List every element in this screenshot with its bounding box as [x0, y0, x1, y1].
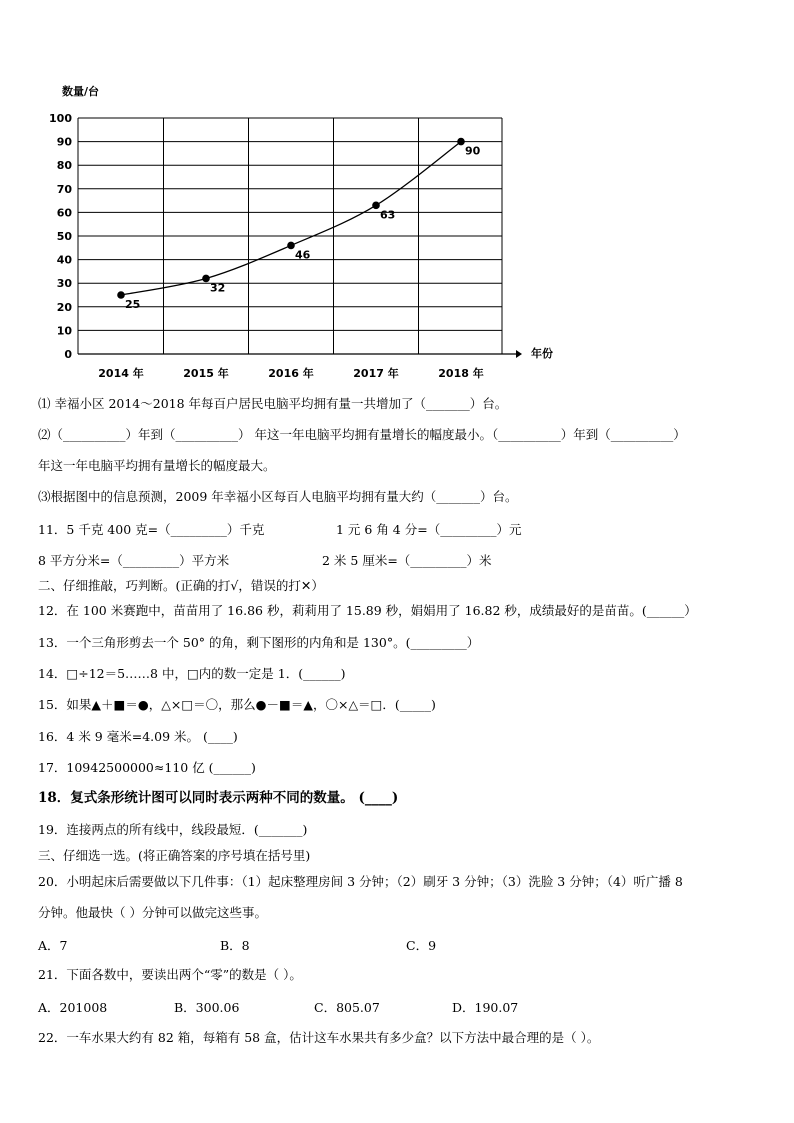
x-tick-label: 2018 年: [438, 367, 484, 380]
x-tick-label: 2014 年: [98, 367, 144, 380]
question-10-2-line2: 年这一年电脑平均拥有量增长的幅度最大。: [38, 458, 276, 473]
question-21-option-c: C．805.07: [314, 1000, 380, 1015]
question-11-b: 1 元 6 角 4 分=（_________）元: [336, 522, 522, 537]
question-12: 12．在 100 米赛跑中，苗苗用了 16.86 秒，莉莉用了 15.89 秒，娟娟用了 16.82 秒，成绩最好的是苗苗。(______）: [38, 603, 697, 618]
question-15: 15．如果▲＋■＝●，△×□＝〇，那么●－■＝▲，〇×△＝□．(_____): [38, 697, 436, 712]
question-10-1: ⑴ 幸福小区 2014～2018 年每百户居民电脑平均拥有量一共增加了（_______）台。: [38, 396, 508, 411]
question-16: 16．4 米 9 毫米=4.09 米。 (____): [38, 729, 238, 744]
y-tick-label: 70: [56, 182, 72, 196]
data-point: [202, 275, 210, 283]
question-13: 13．一个三角形剪去一个 50° 的角，剩下图形的内角和是 130°。(_________）: [38, 635, 480, 650]
question-11-c: 8 平方分米=（_________）平方米: [38, 553, 230, 568]
data-point: [117, 291, 125, 299]
question-18: 18．复式条形统计图可以同时表示两种不同的数量。 (____): [38, 790, 399, 806]
data-point: [287, 242, 295, 250]
question-20-option-a: A．7: [38, 938, 68, 953]
x-axis-arrow: [516, 350, 522, 358]
y-tick-label: 20: [56, 300, 72, 314]
question-10-2-line1: ⑵（__________）年到（__________） 年这一年电脑平均拥有量增长的幅度最小。（__________）年到（__________）: [38, 427, 686, 442]
question-21-option-d: D．190.07: [452, 1000, 519, 1015]
question-20-option-c: C．9: [406, 938, 437, 953]
y-tick-label: 60: [56, 206, 72, 220]
data-point: [457, 138, 465, 146]
data-label: 63: [380, 208, 396, 222]
question-14: 14．□÷12＝5……8 中，□内的数一定是 1．(______): [38, 666, 346, 681]
line-chart: [0, 0, 794, 385]
question-21-option-b: B．300.06: [174, 1000, 240, 1015]
y-tick-label: 10: [56, 324, 72, 338]
question-20-line2: 分钟。他最快（ ）分钟可以做完这些事。: [38, 905, 267, 920]
data-point: [372, 202, 380, 210]
data-label: 25: [125, 298, 141, 311]
y-tick-label: 0: [64, 348, 72, 361]
y-tick-label: 50: [56, 230, 72, 243]
question-19: 19．连接两点的所有线中，线段最短．(_______): [38, 822, 308, 837]
y-tick-label: 30: [56, 277, 72, 291]
question-20-option-b: B．8: [220, 938, 250, 953]
question-11-a: 11．5 千克 400 克=（_________）千克: [38, 522, 265, 537]
question-17: 17．10942500000≈110 亿 (______): [38, 760, 256, 775]
section-3-heading: 三、仔细选一选。(将正确答案的序号填在括号里): [38, 848, 311, 863]
chart-grid: [78, 118, 522, 358]
y-tick-label: 80: [56, 159, 72, 173]
x-tick-label: 2015 年: [183, 367, 229, 380]
y-axis-label: 数量/台: [62, 85, 100, 98]
x-axis-label: 年份: [531, 347, 553, 360]
series-line: [121, 142, 461, 295]
x-tick-labels: [98, 366, 483, 380]
y-tick-labels: [49, 112, 72, 361]
question-20-line1: 20．小明起床后需要做以下几件事：（1）起床整理房间 3 分钟；（2）刷牙 3 分钟；（3）洗脸 3 分钟；（4）听广播 8: [38, 874, 683, 889]
y-tick-label: 100: [49, 112, 72, 125]
x-tick-label: 2017 年: [353, 367, 399, 380]
question-10-3: ⑶根据图中的信息预测，2009 年幸福小区每百人电脑平均拥有量大约（_______）台。: [38, 489, 518, 504]
section-2-heading: 二、仔细推敲，巧判断。(正确的打√，错误的打✕）: [38, 578, 324, 593]
x-tick-label: 2016 年: [268, 367, 314, 380]
question-21: 21．下面各数中，要读出两个“零”的数是（ ）。: [38, 967, 302, 982]
y-tick-label: 90: [56, 135, 72, 149]
data-label: 46: [295, 248, 311, 262]
y-tick-label: 40: [56, 253, 72, 267]
question-11-d: 2 米 5 厘米=（_________）米: [322, 553, 492, 568]
data-label: 90: [465, 144, 481, 158]
question-21-option-a: A．201008: [38, 1000, 108, 1015]
question-22: 22．一车水果大约有 82 箱，每箱有 58 盒，估计这车水果共有多少盒？以下方法中最合理的是（ ）。: [38, 1030, 600, 1045]
chart-series: [117, 138, 480, 311]
data-label: 32: [210, 281, 226, 295]
